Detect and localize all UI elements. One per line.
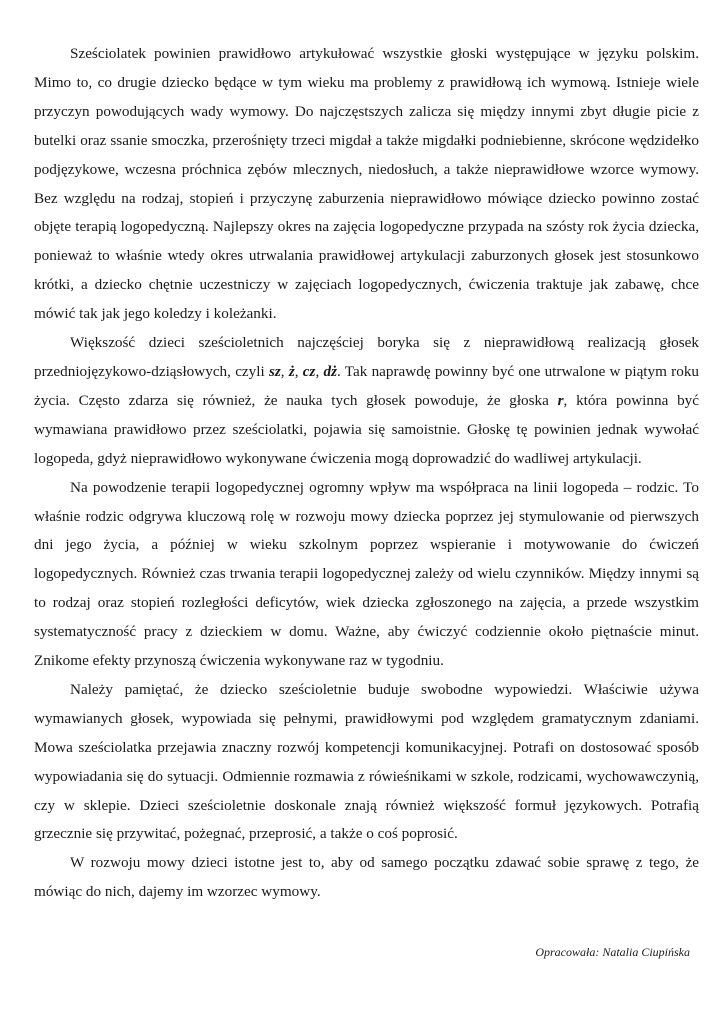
separator: , xyxy=(315,362,324,380)
phoneme-dzh: dż xyxy=(323,362,338,380)
phoneme-zh: ż xyxy=(288,362,295,380)
phoneme-cz: cz xyxy=(302,362,316,380)
paragraph-1: Sześciolatek powinien prawidłowo artykułować wszystkie głoski występujące w języku polskim. Mimo to, co drugie dziecko będące w tym wieku ma problemy z prawidłową ich wymową. Istnieje wiele przyczyn powodujących wady wymowy. Do najczęstszych zalicza się między innymi zbyt długie picie z butelki oraz ssanie smoczka, przerośnięty trzeci migdał a także migdałki podniebienne, skrócone wędzidełko podjęzykowe, wczesna próchnica zębów mlecznych, niedosłuch, a także nieprawidłowe wzorce wymowy. Bez względu na rodzaj, stopień i przyczynę zaburzenia nieprawidłowo mówiące dziecko powinno zostać objęte terapią logopedyczną. Najlepszy okres na zajęcia logopedyczne przypada na szósty rok życia dziecka, ponieważ to właśnie wtedy okres utrwalania prawidłowej artykulacji zaburzonych głosek jest stosunkowo krótki, a dziecko chętnie uczestniczy w zajęciach logopedycznych, ćwiczenia traktuje jak zabawę, chce mówić tak jak jego koledzy i koleżanki. xyxy=(34,45,699,323)
paragraph-5: W rozwoju mowy dzieci istotne jest to, aby od samego początku zdawać sobie sprawę z tego, że mówiąc do nich, dajemy im wzorzec wymowy. xyxy=(34,854,699,901)
author-signature: Opracowała: Natalia Ciupińska xyxy=(535,945,690,959)
paragraph-4: Należy pamiętać, że dziecko sześcioletnie buduje swobodne wypowiedzi. Właściwie używa wymawianych głosek, wypowiada się pełnymi, prawidłowymi pod względem gramatycznym zdaniami. Mowa sześciolatka przejawia znaczny rozwój kompetencji komunikacyjnej. Potrafi on dostosować sposób wypowiadania się do sytuacji. Odmiennie rozmawia z rówieśnikami w szkole, rodzicami, wychowawczynią, czy w sklepie. Dzieci sześcioletnie doskonale znają również większość formuł językowych. Potrafią grzecznie się przywitać, pożegnać, przeprosić, a także o coś poprosić. xyxy=(34,680,699,843)
paragraph-2 xyxy=(34,329,699,474)
phoneme-sz: sz xyxy=(268,362,281,380)
paragraph-2-text-start: Większość dzieci sześcioletnich najczęściej boryka się z nieprawidłową realizacją głosek przedniojęzykowo-dziąsłowych, czyli xyxy=(34,334,699,380)
document-body xyxy=(34,40,699,907)
phoneme-r: r xyxy=(557,391,564,409)
paragraph-3: Na powodzenie terapii logopedycznej ogromny wpływ ma współpraca na linii logopeda – rodzic. To właśnie rodzic odgrywa kluczową rolę w rozwoju mowy dziecka poprzez jej stymulowanie od pierwszych dni jego życia, a później w wieku szkolnym poprzez wspieranie i motywowanie do ćwiczeń logopedycznych. Również czas trwania terapii logopedycznej zależy od wielu czynników. Między innymi są to rodzaj oraz stopień rozległości deficytów, wiek dziecka zgłoszonego na zajęcia, a przede wszystkim systematyczność pracy z dzieckiem w domu. Ważne, aby ćwiczyć codziennie około piętnaście minut. Znikome efekty przynoszą ćwiczenia wykonywane raz w tygodniu. xyxy=(34,478,699,670)
separator: , xyxy=(294,362,303,380)
paragraph-2-text-end: , która powinna być wymawiana prawidłowo przez sześciolatki, pojawia się samoistnie. Głoskę tę powinien jednak wywołać logopeda, gdyż nieprawidłowo wykonywane ćwiczenia mogą doprowadzić do wadliwej artykulacji. xyxy=(34,391,699,467)
paragraph-2-text-middle: . Tak naprawdę powinny być one utrwalone w piątym roku życia. Często zdarza się również, że nauka tych głosek powoduje, że głoska xyxy=(34,362,700,409)
separator: , xyxy=(280,362,289,380)
